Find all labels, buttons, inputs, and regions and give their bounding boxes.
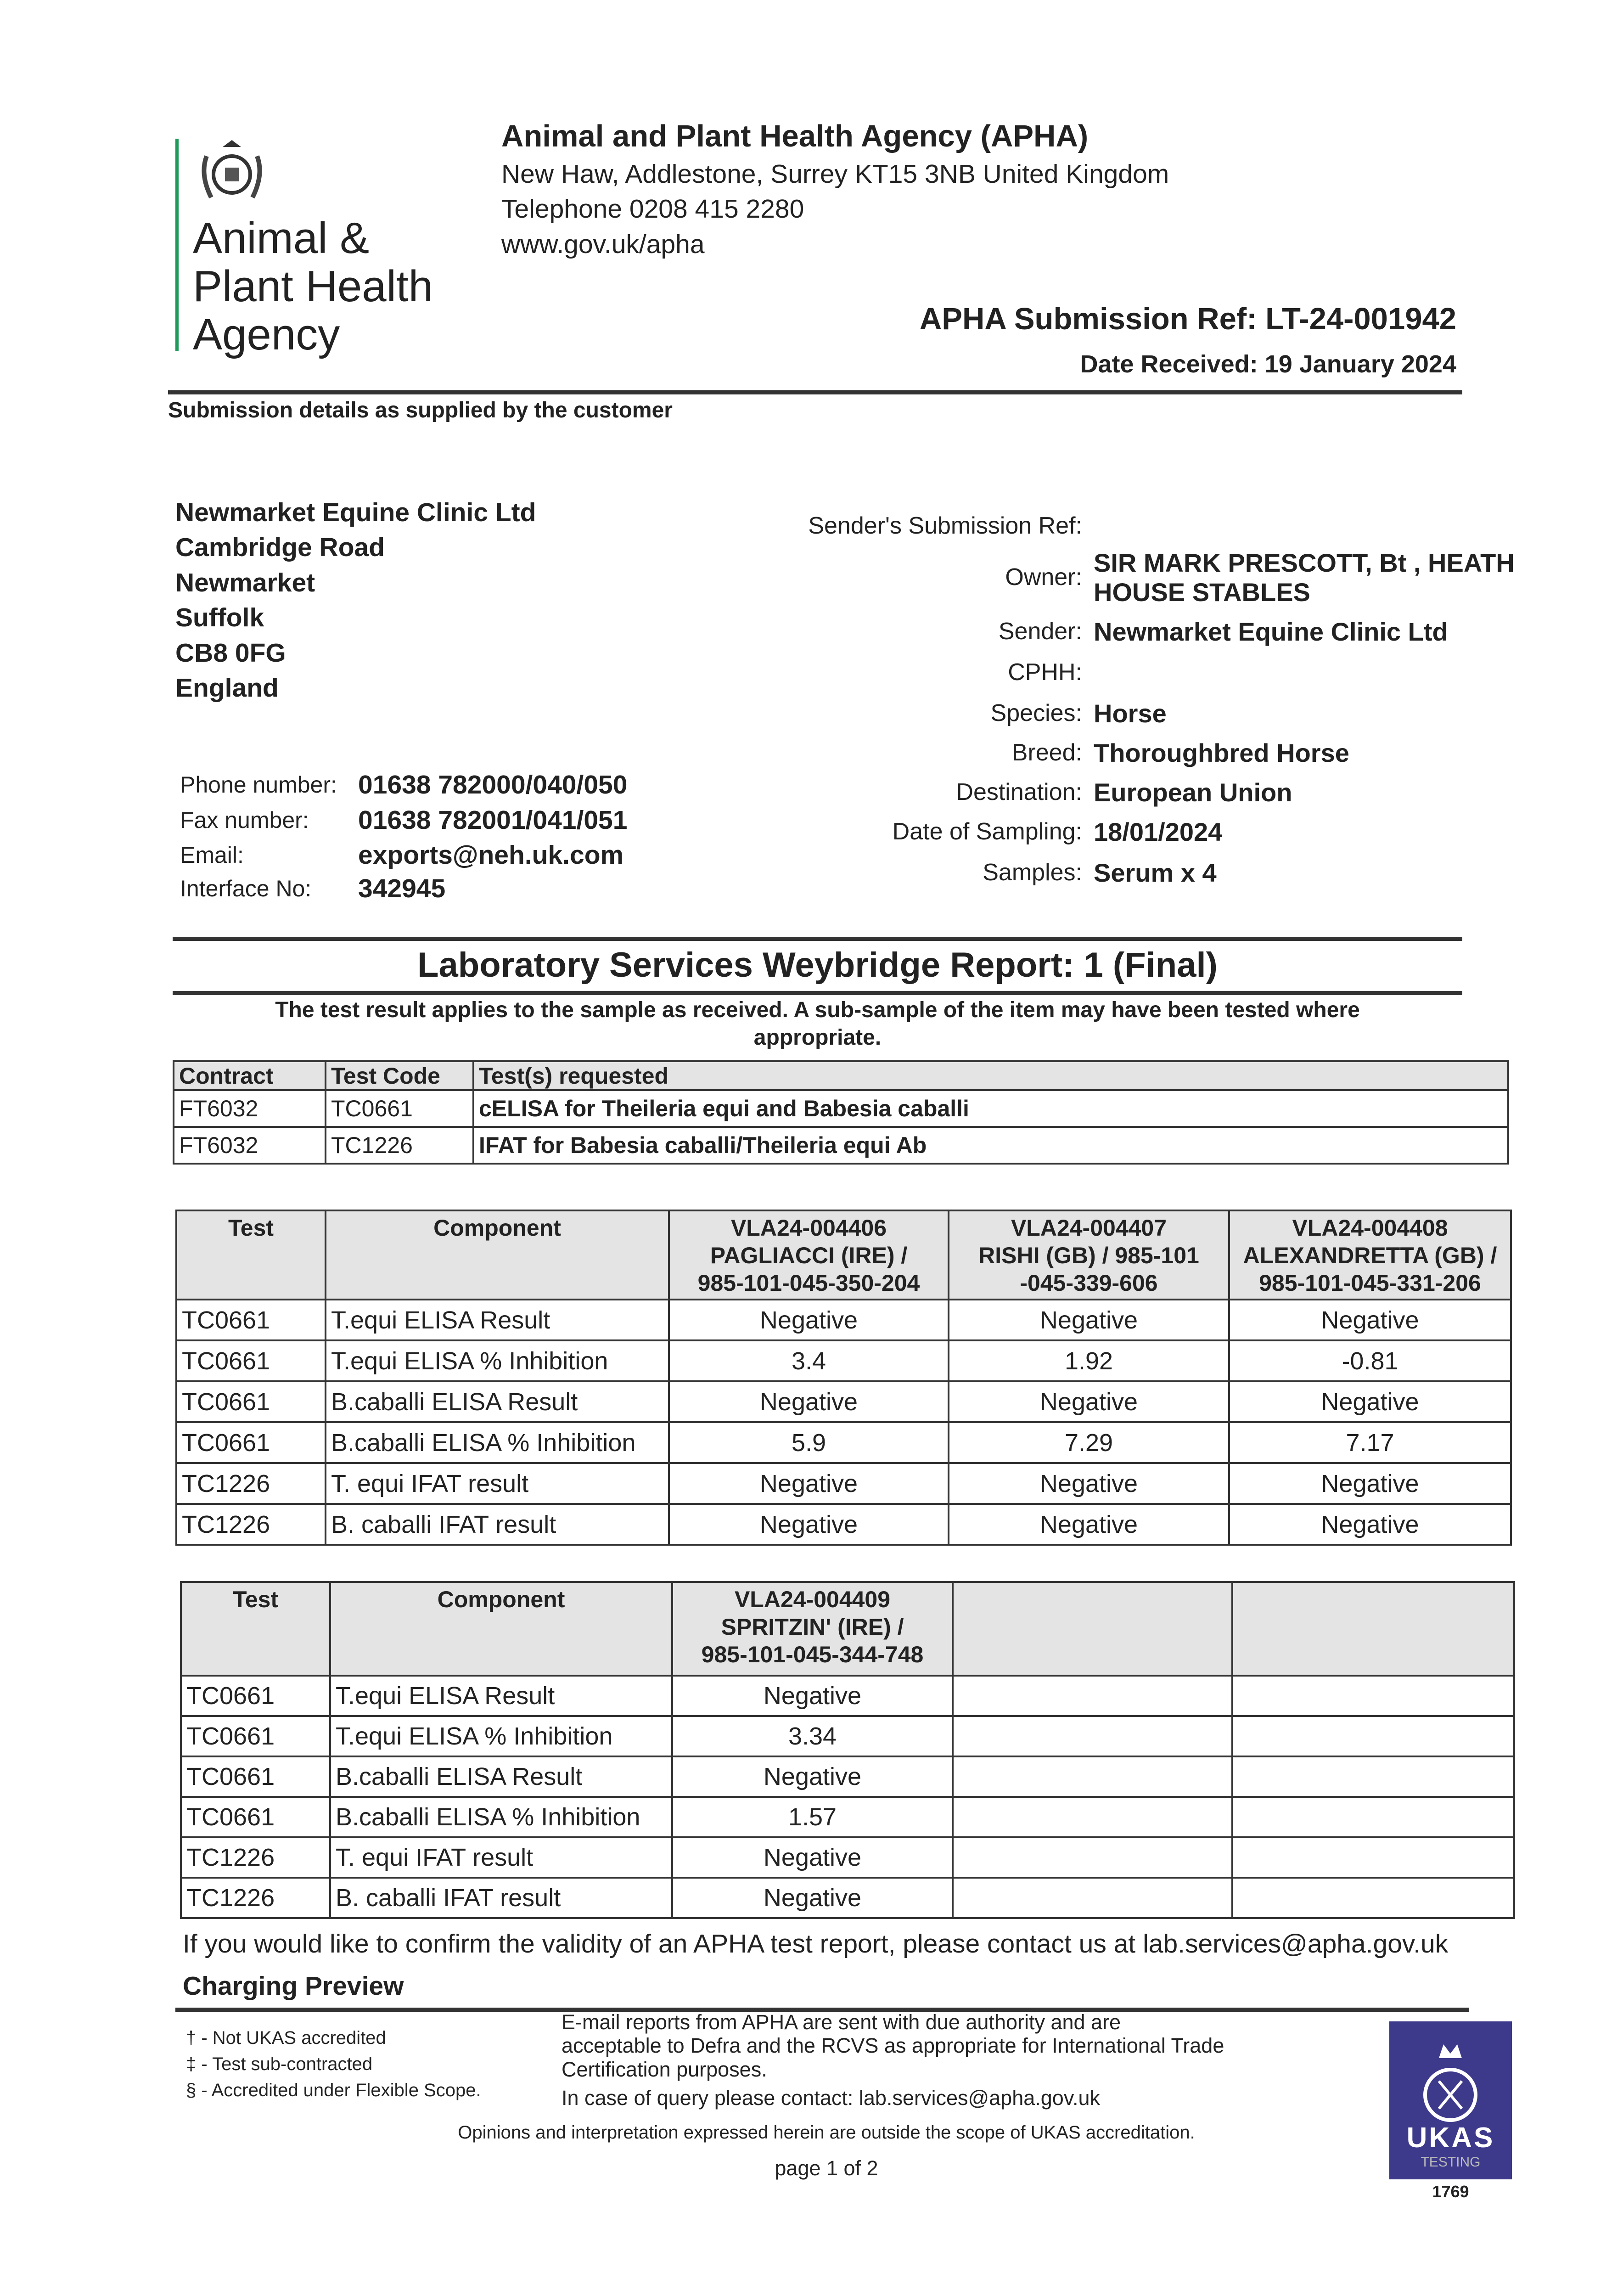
ukas-type: TESTING	[1421, 2155, 1481, 2170]
test-requested-cell: IFAT for Babesia caballi/Theileria equi Ab	[473, 1127, 1508, 1164]
fax-label: Fax number:	[180, 807, 309, 833]
table-row	[181, 1676, 1514, 1716]
org-address: New Haw, Addlestone, Surrey KT15 3NB United Kingdom	[501, 159, 1169, 189]
component-cell: B. caballi IFAT result	[326, 1504, 669, 1545]
sampling-value: 18/01/2024	[1094, 817, 1223, 846]
result-cell: -0.81	[1229, 1340, 1511, 1381]
org-telephone: Telephone 0208 415 2280	[501, 194, 804, 224]
test-code-cell: TC0661	[176, 1422, 326, 1463]
royal-crest-icon	[193, 138, 271, 211]
footnote: § - Accredited under Flexible Scope.	[186, 2080, 481, 2100]
column-header: Test	[176, 1210, 326, 1300]
table-row	[176, 1504, 1511, 1545]
sample-column-header	[953, 1582, 1232, 1676]
column-header: Test	[181, 1582, 330, 1676]
ukas-crown-icon	[1418, 2031, 1483, 2127]
result-cell: 3.34	[672, 1716, 953, 1756]
result-cell: Negative	[1229, 1504, 1511, 1545]
sender-value: Newmarket Equine Clinic Ltd	[1094, 617, 1448, 646]
contract-cell: FT6032	[174, 1127, 326, 1164]
species-label: Species:	[990, 700, 1082, 726]
result-cell	[953, 1756, 1232, 1797]
sample-column-header	[1232, 1582, 1514, 1676]
component-cell: T. equi IFAT result	[326, 1463, 669, 1504]
sample-column-header: VLA24-004406 PAGLIACCI (IRE) / 985-101-045-350-204	[669, 1210, 949, 1300]
result-cell	[953, 1878, 1232, 1918]
table-row	[176, 1463, 1511, 1504]
test-code-cell: TC1226	[181, 1837, 330, 1878]
component-cell: B.caballi ELISA Result	[330, 1756, 672, 1797]
fax-value: 01638 782001/041/051	[358, 805, 628, 835]
owner-label: Owner:	[1005, 564, 1082, 591]
query-contact: In case of query please contact: lab.services@apha.gov.uk	[562, 2086, 1101, 2110]
email-label: Email:	[180, 842, 244, 868]
result-cell: Negative	[672, 1878, 953, 1918]
result-cell	[1232, 1756, 1514, 1797]
component-cell: B.caballi ELISA % Inhibition	[330, 1797, 672, 1837]
table-row	[176, 1381, 1511, 1422]
logo-text: Plant Health	[193, 262, 433, 311]
column-header: Component	[326, 1210, 669, 1300]
tests-requested-table	[173, 1060, 1509, 1165]
test-requested-cell: cELISA for Theileria equi and Babesia caballi	[473, 1090, 1508, 1127]
result-cell: Negative	[949, 1504, 1229, 1545]
submission-ref: APHA Submission Ref: LT-24-001942	[919, 302, 1456, 336]
samples-label: Samples:	[983, 859, 1082, 886]
result-cell: Negative	[669, 1504, 949, 1545]
date-received: Date Received: 19 January 2024	[1080, 350, 1456, 378]
test-code-cell: TC1226	[176, 1463, 326, 1504]
result-cell: Negative	[669, 1463, 949, 1504]
table-header-row	[176, 1210, 1511, 1300]
sampling-label: Date of Sampling:	[892, 818, 1082, 845]
component-cell: T.equi ELISA % Inhibition	[326, 1340, 669, 1381]
charging-preview-heading: Charging Preview	[183, 1971, 404, 2001]
component-cell: T.equi ELISA Result	[330, 1676, 672, 1716]
submission-note: Submission details as supplied by the customer	[168, 398, 673, 422]
sample-column-header: VLA24-004407 RISHI (GB) / 985-101 -045-339-606	[949, 1210, 1229, 1300]
table-header-row	[174, 1061, 1508, 1090]
address-line: England	[175, 673, 279, 703]
test-code-cell: TC1226	[326, 1127, 473, 1164]
result-cell: Negative	[669, 1300, 949, 1340]
address-line: Newmarket Equine Clinic Ltd	[175, 498, 536, 527]
senders-ref-label: Sender's Submission Ref:	[808, 512, 1082, 539]
email-value[interactable]: exports@neh.uk.com	[358, 840, 624, 870]
owner-value: SIR MARK PRESCOTT, Bt , HEATH	[1094, 548, 1515, 577]
result-cell	[1232, 1878, 1514, 1918]
owner-value-cont: HOUSE STABLES	[1094, 578, 1310, 607]
email-disclaimer: E-mail reports from APHA are sent with due authority and are	[562, 2010, 1121, 2034]
result-cell: 3.4	[669, 1340, 949, 1381]
address-line: Suffolk	[175, 603, 264, 632]
result-cell: Negative	[672, 1676, 953, 1716]
column-header: Test Code	[326, 1061, 473, 1090]
result-cell: 5.9	[669, 1422, 949, 1463]
logo-text: Agency	[193, 310, 340, 359]
result-cell	[1232, 1797, 1514, 1837]
component-cell: T.equi ELISA Result	[326, 1300, 669, 1340]
ukas-number: 1769	[1432, 2182, 1469, 2201]
result-cell: 1.92	[949, 1340, 1229, 1381]
result-cell	[953, 1676, 1232, 1716]
table-row	[181, 1797, 1514, 1837]
results-table	[180, 1581, 1515, 1919]
test-code-cell: TC0661	[176, 1340, 326, 1381]
result-cell: Negative	[949, 1381, 1229, 1422]
result-cell	[1232, 1716, 1514, 1756]
report-note: The test result applies to the sample as received. A sub-sample of the item may have been tested where	[275, 998, 1360, 1022]
destination-label: Destination:	[956, 779, 1082, 805]
email-disclaimer: Certification purposes.	[562, 2058, 767, 2081]
sample-column-header: VLA24-004408 ALEXANDRETTA (GB) / 985-101-045-331-206	[1229, 1210, 1511, 1300]
sample-column-header: VLA24-004409 SPRITZIN' (IRE) / 985-101-045-344-748	[672, 1582, 953, 1676]
result-cell: 7.17	[1229, 1422, 1511, 1463]
test-code-cell: TC0661	[181, 1716, 330, 1756]
org-website[interactable]: www.gov.uk/apha	[501, 230, 705, 259]
component-cell: B. caballi IFAT result	[330, 1878, 672, 1918]
cphh-label: CPHH:	[1008, 659, 1082, 686]
phone-label: Phone number:	[180, 772, 337, 798]
result-cell: 7.29	[949, 1422, 1229, 1463]
divider	[173, 937, 1462, 941]
result-cell: Negative	[949, 1463, 1229, 1504]
validity-note: If you would like to confirm the validity of an APHA test report, please contact us at lab.services@apha.gov.uk	[183, 1929, 1449, 1958]
ukas-name: UKAS	[1406, 2122, 1495, 2154]
page-number: page 1 of 2	[775, 2156, 878, 2180]
table-row	[176, 1422, 1511, 1463]
result-cell: Negative	[672, 1837, 953, 1878]
result-cell: Negative	[949, 1300, 1229, 1340]
table-row	[181, 1756, 1514, 1797]
species-value: Horse	[1094, 699, 1167, 728]
logo-bar	[175, 139, 179, 351]
table-row	[176, 1300, 1511, 1340]
table-row	[181, 1716, 1514, 1756]
component-cell: T.equi ELISA % Inhibition	[330, 1716, 672, 1756]
table-row	[181, 1837, 1514, 1878]
breed-value: Thoroughbred Horse	[1094, 738, 1349, 767]
report-note-cont: appropriate.	[753, 1025, 882, 1050]
table-row	[174, 1090, 1508, 1127]
footnote: † - Not UKAS accredited	[186, 2028, 386, 2048]
component-cell: T. equi IFAT result	[330, 1837, 672, 1878]
address-line: CB8 0FG	[175, 638, 286, 668]
email-disclaimer: acceptable to Defra and the RCVS as appropriate for International Trade	[562, 2034, 1224, 2057]
divider	[173, 991, 1462, 995]
breed-label: Breed:	[1011, 739, 1082, 766]
component-cell: B.caballi ELISA Result	[326, 1381, 669, 1422]
phone-value: 01638 782000/040/050	[358, 770, 628, 799]
report-title: Laboratory Services Weybridge Report: 1 (Final)	[417, 945, 1218, 985]
result-cell	[953, 1837, 1232, 1878]
table-row	[174, 1127, 1508, 1164]
column-header: Test(s) requested	[473, 1061, 1508, 1090]
table-header-row	[181, 1582, 1514, 1676]
test-code-cell: TC0661	[176, 1381, 326, 1422]
ukas-badge	[1389, 2021, 1512, 2179]
test-code-cell: TC1226	[176, 1504, 326, 1545]
result-cell: Negative	[1229, 1381, 1511, 1422]
table-row	[181, 1878, 1514, 1918]
table-row	[176, 1340, 1511, 1381]
samples-value: Serum x 4	[1094, 858, 1217, 887]
result-cell: Negative	[1229, 1300, 1511, 1340]
address-line: Newmarket	[175, 568, 315, 597]
contract-cell: FT6032	[174, 1090, 326, 1127]
result-cell: Negative	[1229, 1463, 1511, 1504]
address-line: Cambridge Road	[175, 533, 385, 562]
interface-value: 342945	[358, 874, 446, 903]
results-table	[175, 1210, 1512, 1546]
test-code-cell: TC1226	[181, 1878, 330, 1918]
result-cell: Negative	[669, 1381, 949, 1422]
result-cell	[1232, 1837, 1514, 1878]
interface-label: Interface No:	[180, 876, 312, 901]
column-header: Contract	[174, 1061, 326, 1090]
sender-label: Sender:	[998, 618, 1082, 645]
test-code-cell: TC0661	[176, 1300, 326, 1340]
logo-text: Animal &	[193, 214, 370, 263]
test-code-cell: TC0661	[181, 1676, 330, 1716]
divider	[168, 390, 1462, 394]
component-cell: B.caballi ELISA % Inhibition	[326, 1422, 669, 1463]
org-name: Animal and Plant Health Agency (APHA)	[501, 119, 1089, 153]
test-code-cell: TC0661	[181, 1797, 330, 1837]
result-cell: 1.57	[672, 1797, 953, 1837]
destination-value: European Union	[1094, 778, 1292, 807]
test-code-cell: TC0661	[326, 1090, 473, 1127]
result-cell	[953, 1716, 1232, 1756]
result-cell: Negative	[672, 1756, 953, 1797]
opinions-note: Opinions and interpretation expressed herein are outside the scope of UKAS accreditation.	[458, 2122, 1195, 2143]
test-code-cell: TC0661	[181, 1756, 330, 1797]
column-header: Component	[330, 1582, 672, 1676]
footnote: ‡ - Test sub-contracted	[186, 2054, 373, 2074]
result-cell	[1232, 1676, 1514, 1716]
result-cell	[953, 1797, 1232, 1837]
